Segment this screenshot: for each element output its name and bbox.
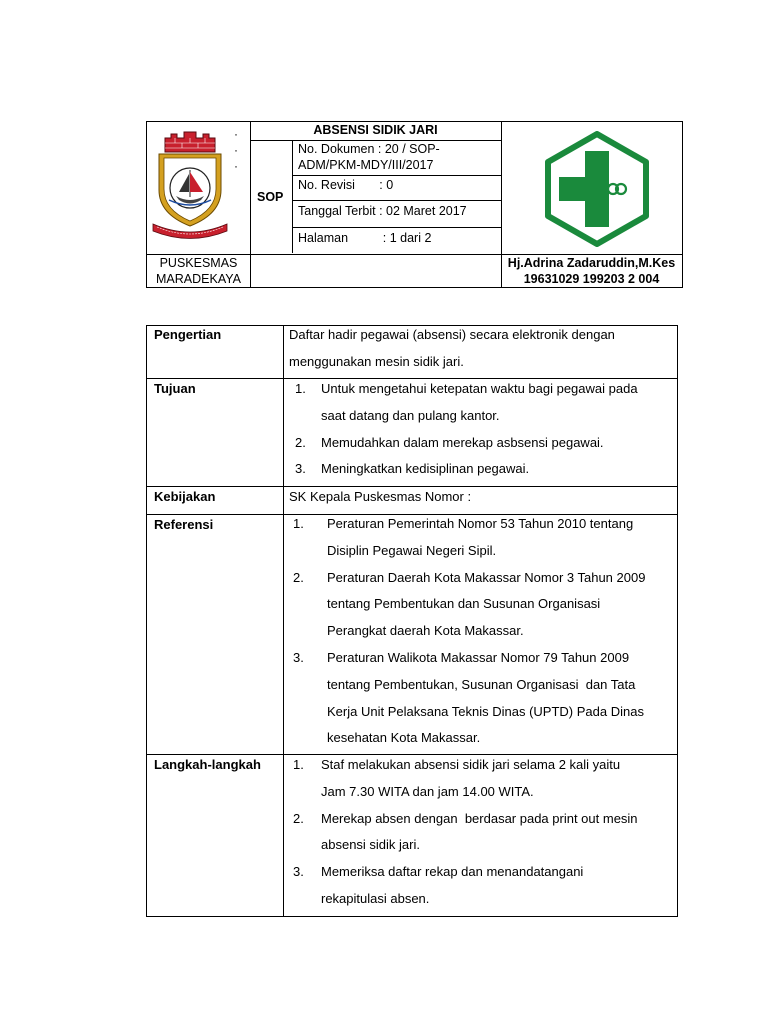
sop-content-table xyxy=(146,325,678,917)
item-text: Untuk mengetahui ketepatan waktu bagi pegawai pada xyxy=(321,381,638,396)
row-content-referensi xyxy=(293,513,673,754)
item-text-continued: saat datang dan pulang kantor. xyxy=(321,407,500,423)
item-number: 3. xyxy=(295,461,306,477)
list-item xyxy=(295,432,673,459)
header-divider xyxy=(250,122,251,287)
row-label-kebijakan: Kebijakan xyxy=(154,489,216,504)
item-number: 1. xyxy=(293,516,304,531)
text-line: menggunakan mesin sidik jari. xyxy=(289,353,464,369)
list-item xyxy=(295,378,673,405)
org-name-line2: MARADEKAYA xyxy=(156,272,241,286)
header-divider xyxy=(292,200,501,201)
list-item xyxy=(295,458,673,485)
header-divider xyxy=(292,175,501,176)
item-number: 3. xyxy=(293,864,304,880)
item-number: 1. xyxy=(295,381,306,396)
list-item xyxy=(293,754,673,781)
text-line: SK Kepala Puskesmas Nomor : xyxy=(289,489,472,504)
item-text-continued: tentang Pembentukan, Susunan Organisasi dan Tata xyxy=(327,676,636,692)
sop-header-table xyxy=(146,121,683,288)
sop-title: ABSENSI SIDIK JARI xyxy=(313,123,438,137)
item-number: 2. xyxy=(295,434,306,450)
item-text: Peraturan Walikota Makassar Nomor 79 Tahun 2009 xyxy=(327,649,630,665)
puskesmas-logo xyxy=(543,131,651,247)
item-text: Peraturan Pemerintah Nomor 53 Tahun 2010 tentang xyxy=(327,516,634,531)
list-item xyxy=(293,808,673,835)
item-text-continued: rekapitulasi absen. xyxy=(321,890,430,906)
header-divider xyxy=(292,140,293,253)
row-label-tujuan: Tujuan xyxy=(154,381,196,396)
signer-nip: 19631029 199203 2 004 xyxy=(523,272,660,286)
column-divider xyxy=(283,326,284,916)
text-line: Daftar hadir pegawai (absensi) secara elektronik dengan xyxy=(289,327,615,342)
list-item xyxy=(293,861,673,888)
header-divider xyxy=(292,227,501,228)
row-content-langkah xyxy=(293,754,673,915)
org-name-line1: PUSKESMAS xyxy=(159,256,238,270)
item-number: 1. xyxy=(293,757,304,772)
item-text: Merekap absen dengan berdasar pada print out mesin xyxy=(321,810,638,826)
item-text: Staf melakukan absensi sidik jari selama 2 kali yaitu xyxy=(321,757,621,772)
item-number: 3. xyxy=(293,649,304,665)
row-label-pengertian: Pengertian xyxy=(154,327,222,342)
row-label-referensi: Referensi xyxy=(154,517,214,532)
header-divider xyxy=(147,254,682,255)
sop-label: SOP xyxy=(257,190,284,204)
item-text-continued: Kerja Unit Pelaksana Teknis Dinas (UPTD) Pada Dinas xyxy=(327,703,644,719)
page-number: Halaman : 1 dari 2 xyxy=(298,231,432,245)
header-divider xyxy=(250,140,501,141)
item-text-continued: Jam 7.30 WITA dan jam 14.00 WITA. xyxy=(321,783,534,799)
item-text-continued: Disiplin Pegawai Negeri Sipil. xyxy=(327,542,497,558)
item-text: Meningkatkan kedisiplinan pegawai. xyxy=(321,461,530,477)
doc-number-line1: No. Dokumen : 20 / SOP- xyxy=(298,142,440,156)
item-number: 2. xyxy=(293,569,304,585)
row-label-langkah: Langkah-langkah xyxy=(154,757,261,772)
list-item xyxy=(293,567,673,594)
item-text-continued: kesehatan Kota Makassar. xyxy=(327,730,481,746)
item-text: Memudahkan dalam merekap asbsensi pegawai. xyxy=(321,434,604,450)
revision-number: No. Revisi : 0 xyxy=(298,178,394,192)
item-text-continued: tentang Pembentukan dan Susunan Organisasi xyxy=(327,596,601,612)
list-item xyxy=(293,647,673,674)
row-content-pengertian xyxy=(289,324,673,378)
issue-date: Tanggal Terbit : 02 Maret 2017 xyxy=(298,204,467,218)
city-crest-logo xyxy=(151,130,229,240)
item-text-continued: absensi sidik jari. xyxy=(321,837,420,853)
row-content-kebijakan xyxy=(289,486,673,513)
item-text-continued: Perangkat daerah Kota Makassar. xyxy=(327,623,524,639)
item-text: Peraturan Daerah Kota Makassar Nomor 3 Tahun 2009 xyxy=(327,569,646,585)
header-dots: · · · xyxy=(234,127,238,173)
row-content-tujuan xyxy=(295,378,673,485)
item-text: Memeriksa daftar rekap dan menandatangani xyxy=(321,864,584,880)
doc-number-line2: ADM/PKM-MDY/III/2017 xyxy=(298,158,434,172)
signer-name: Hj.Adrina Zadaruddin,M.Kes xyxy=(507,256,676,270)
list-item xyxy=(293,513,673,540)
item-number: 2. xyxy=(293,810,304,826)
